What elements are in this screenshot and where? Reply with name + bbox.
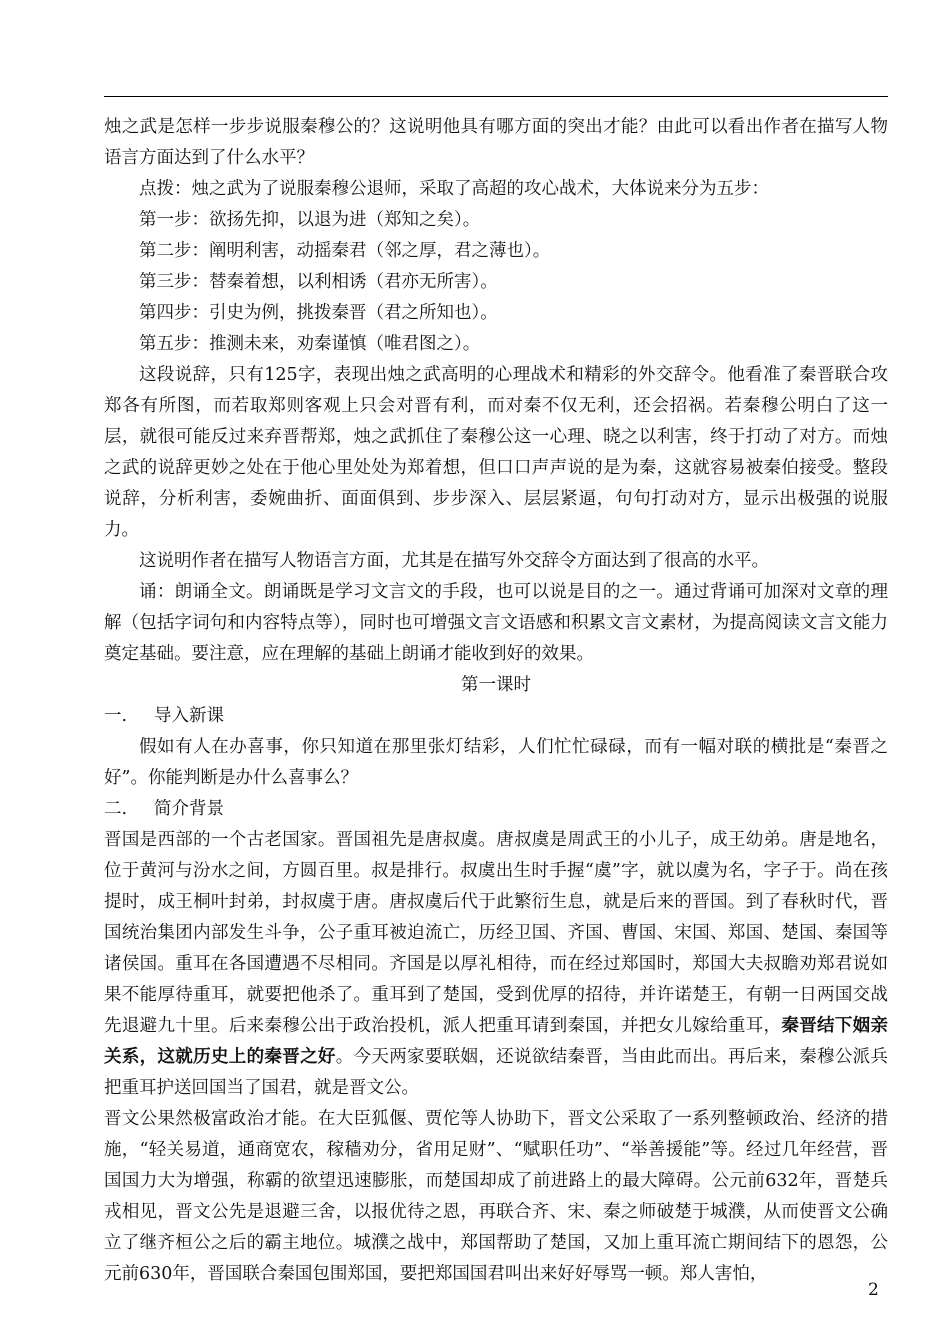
header-rule — [104, 96, 888, 97]
intro-paragraph: 假如有人在办喜事，你只知道在那里张灯结彩，人们忙忙碌碌，而有一幅对联的横批是“秦晋之好”。你能判断是办什么喜事么？ — [104, 737, 888, 788]
step-item: 第四步：引史为例，挑拨秦晋（君之所知也）。 — [139, 303, 498, 323]
background-text: 晋国是西部的一个古老国家。晋国祖先是唐叔虞。唐叔虞是周武王的小儿子，成王幼弟。唐是地名，位于黄河与汾水之间，方圆百里。叔是排行。叔虞出生时手握“虞”字，就以虞为名，字子于。尚在孩提时，成王桐叶封弟，封叔虞于唐。唐叔虞后代于此繁衍生息，就是后来的晋国。到了春秋时代，晋国统治集团内部发生斗争，公子重耳被迫流亡，历经卫国、齐国、曹国、宋国、郑国、楚国、秦国等诸侯国。重耳在各国遭遇不尽相同。齐国是以厚礼相待，而在经过郑国时，郑国大夫叔瞻劝郑君说如果不能厚待重耳，就要把他杀了。重耳到了楚国，受到优厚的招待，并许诺楚王，有朝一日两国交战先退避九十里。后来秦穆公出于政治投机，派人把重耳请到秦国，并把女儿嫁给重耳， — [104, 830, 888, 1036]
section-title: 简介背景 — [154, 799, 224, 819]
analysis-paragraph: 这段说辞，只有125字，表现出烛之武高明的心理战术和精彩的外交辞令。他看准了秦晋联合攻郑各有所图，而若取郑则客观上只会对晋有利，而对秦不仅无利，还会招祸。若秦穆公明白了这一层，就很可能反过来弃晋帮郑，烛之武抓住了秦穆公这一心理、晓之以利害，终于打动了对方。而烛之武的说辞更妙之处在于他心里处处为郑着想，但口口声声说的是为秦，这就容易被秦伯接受。整段说辞，分析利害，委婉曲折、面面俱到、步步深入、层层紧逼，句句打动对方，显示出极强的说服力。 — [104, 365, 888, 540]
conclusion-paragraph: 这说明作者在描写人物语言方面，尤其是在描写外交辞令方面达到了很高的水平。 — [139, 551, 769, 571]
lesson-title: 第一课时 — [461, 675, 531, 695]
background-emphasis: 秦晋结下姻亲关系，这就历史上的秦晋之好 — [104, 1016, 889, 1067]
step-item: 第二步：阐明利害，动摇秦君（邻之厚，君之薄也）。 — [139, 241, 551, 261]
section-title: 导入新课 — [154, 706, 224, 726]
section-heading — [104, 701, 888, 732]
background-text: 。今天两家要联姻，还说欲结秦晋，当由此而出。再后来，秦穆公派兵把重耳护送回国当了国君，就是晋文公。 — [104, 1047, 888, 1098]
section-heading — [104, 794, 888, 825]
background-paragraph — [104, 825, 888, 1104]
step-item: 第一步：欲扬先抑，以退为进（郑知之矣）。 — [139, 210, 481, 230]
page-content — [104, 112, 888, 1290]
section-number: 一. — [104, 706, 128, 726]
question-paragraph: 烛之武是怎样一步步说服秦穆公的？这说明他具有哪方面的突出才能？由此可以看出作者在描写人物语言方面达到了什么水平？ — [104, 117, 888, 168]
tip-paragraph: 点拨：烛之武为了说服秦穆公退师，采取了高超的攻心战术，大体说来分为五步： — [139, 179, 769, 199]
step-item: 第三步：替秦着想，以利相诱（君亦无所害）。 — [139, 272, 498, 292]
background-paragraph: 晋文公果然极富政治才能。在大臣狐偃、贾佗等人协助下，晋文公采取了一系列整顿政治、经济的措施，“轻关易道，通商宽农，稼穑劝分，省用足财”、“赋职任功”、“举善援能”等。经过几年经营，晋国国力大为增强，称霸的欲望迅速膨胀，而楚国却成了前进路上的最大障碍。公元前632年，晋楚兵戎相见，晋文公先是退避三舍，以报优待之恩，再联合齐、宋、秦之师破楚于城濮，从而使晋文公确立了继齐桓公之后的霸主地位。城濮之战中，郑国帮助了楚国，又加上重耳流亡期间结下的恩怨，公元前630年，晋国联合秦国包围郑国，要把郑国国君叫出来好好辱骂一顿。郑人害怕， — [104, 1109, 888, 1284]
section-number: 二. — [104, 799, 128, 819]
page-number: 2 — [868, 1280, 879, 1300]
recite-paragraph: 诵：朗诵全文。朗诵既是学习文言文的手段，也可以说是目的之一。通过背诵可加深对文章的理解（包括字词句和内容特点等），同时也可增强文言文语感和积累文言文素材，为提高阅读文言文能力奠定基础。要注意，应在理解的基础上朗诵才能收到好的效果。 — [104, 582, 888, 664]
step-item: 第五步：推测未来，劝秦谨慎（唯君图之）。 — [139, 334, 481, 354]
